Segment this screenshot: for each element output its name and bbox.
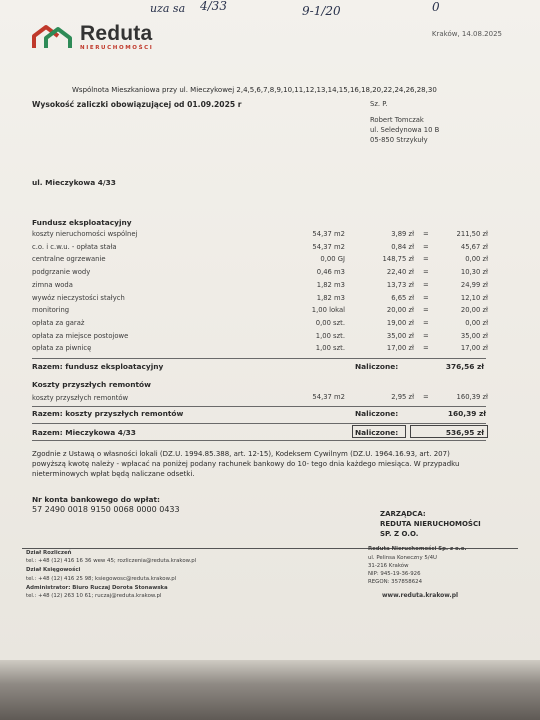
fund-row-eq: = bbox=[423, 293, 429, 302]
fund-row-amount: 24,99 zł bbox=[460, 280, 488, 289]
fund-row-rate: 0,84 zł bbox=[391, 242, 414, 251]
footer-administrator-contact: tel.: +48 (12) 263 10 61; ruczaj@reduta.krakow.pl bbox=[26, 593, 162, 599]
fund-row-qty: 1,00 szt. bbox=[315, 331, 345, 340]
recipient-prefix: Sz. P. bbox=[370, 100, 388, 108]
fund-row-label: opłata za miejsce postojowe bbox=[32, 331, 129, 340]
footer-website-link[interactable]: www.reduta.krakow.pl bbox=[382, 592, 459, 599]
fund-row-qty: 54,37 m2 bbox=[312, 230, 345, 238]
grand-total-amount: 536,95 zł bbox=[445, 428, 484, 437]
brand-logo bbox=[32, 22, 202, 56]
fund-row-eq: = bbox=[423, 331, 429, 340]
table-surface bbox=[0, 660, 540, 720]
grand-divider-top bbox=[32, 423, 486, 424]
footer-company-city: 31-216 Kraków bbox=[368, 563, 409, 569]
footer-dept-accounting: Dział Księgowości bbox=[26, 567, 81, 573]
fund-row-label: opłata za garaż bbox=[32, 318, 85, 327]
repairs-row-eq: = bbox=[423, 393, 429, 401]
handwritten-note-right: 9-1/20 bbox=[302, 4, 341, 18]
repairs-total-amount: 160,39 zł bbox=[447, 409, 486, 418]
community-name: Wspólnota Mieszkaniowa przy ul. Mieczykowej 2,4,5,6,7,8,9,10,11,12,13,14,15,16,18,20,22,24,26,28,30 bbox=[72, 86, 437, 94]
fund-row-amount: 12,10 zł bbox=[460, 293, 488, 302]
fund-row-amount: 0,00 zł bbox=[465, 255, 488, 264]
fund-heading: Fundusz eksploatacyjny bbox=[32, 218, 132, 227]
recipient-street: ul. Seledynowa 10 B bbox=[370, 126, 440, 134]
fund-row-qty: 1,82 m3 bbox=[316, 293, 345, 302]
fund-row-label: monitoring bbox=[32, 306, 70, 315]
legal-line-2: powyższą kwotę należy - wpłacać na poniżej podany rachunek bankowy do 10- tego dnia każdego miesiąca. W przypadku bbox=[32, 460, 460, 468]
fund-row-eq: = bbox=[423, 344, 429, 353]
fund-row-label: opłata za piwnicę bbox=[32, 344, 92, 353]
manager-name: REDUTA NIERUCHOMOŚCI bbox=[380, 520, 481, 528]
fund-row-amount: 17,00 zł bbox=[460, 344, 488, 353]
fund-row-rate: 19,00 zł bbox=[386, 318, 414, 327]
bank-label: Nr konta bankowego do wpłat: bbox=[32, 495, 160, 504]
footer-company-nip: NIP: 945-19-36-926 bbox=[368, 571, 421, 577]
repairs-row-qty: 54,37 m2 bbox=[312, 393, 345, 401]
handwritten-note-mid: 4/33 bbox=[200, 0, 227, 13]
fund-row-eq: = bbox=[423, 280, 429, 289]
repairs-row-amount: 160,39 zł bbox=[456, 393, 488, 401]
premises-address: ul. Mieczykowa 4/33 bbox=[32, 178, 116, 187]
footer-billing-contact: tel.: +48 (12) 416 16 36 wew 45; rozliczenia@reduta.krakow.pl bbox=[26, 558, 197, 564]
fund-row-amount: 45,67 zł bbox=[460, 242, 488, 251]
fund-row-eq: = bbox=[423, 268, 429, 277]
document-title: Wysokość zaliczki obowiązującej od 01.09.2025 r bbox=[32, 100, 242, 109]
fund-total-tag: Naliczone: bbox=[355, 362, 399, 371]
fund-row-eq: = bbox=[423, 242, 429, 251]
fund-row-rate: 3,89 zł bbox=[391, 230, 414, 238]
footer-company-regon: REGON: 357858624 bbox=[368, 579, 423, 585]
fund-row-amount: 20,00 zł bbox=[460, 306, 488, 315]
fund-row-label: zimna woda bbox=[32, 280, 73, 289]
repairs-heading: Koszty przyszłych remontów bbox=[32, 380, 151, 389]
fund-row-qty: 54,37 m2 bbox=[312, 242, 345, 251]
fund-row-amount: 211,50 zł bbox=[456, 230, 488, 238]
fund-row-label: koszty nieruchomości wspólnej bbox=[32, 230, 138, 238]
brand-subtitle: NIERUCHOMOŚCI bbox=[80, 45, 154, 51]
fund-row-qty: 1,82 m3 bbox=[316, 280, 345, 289]
manager-label: ZARZĄDCA: bbox=[380, 510, 426, 518]
footer-company: Reduta Nieruchomości Sp. z o.o. bbox=[368, 546, 467, 552]
repairs-divider bbox=[32, 406, 486, 407]
footer-company-street: ul. Pelinsa Koneczny 5/4U bbox=[368, 555, 437, 561]
fund-row-rate: 20,00 zł bbox=[386, 306, 414, 315]
fund-row-rate: 6,65 zł bbox=[391, 293, 414, 302]
fund-row-amount: 10,30 zł bbox=[460, 268, 488, 277]
fund-row-rate: 35,00 zł bbox=[386, 331, 414, 340]
recipient-city: 05-850 Strzykuły bbox=[370, 136, 428, 144]
fund-row-label: centralne ogrzewanie bbox=[32, 255, 106, 264]
repairs-row-label: koszty przyszłych remontów bbox=[32, 394, 129, 402]
brand-name: Reduta bbox=[80, 22, 153, 45]
fund-row-qty: 1,00 lokal bbox=[311, 306, 345, 315]
grand-divider-bottom bbox=[32, 440, 486, 441]
legal-line-1: Zgodnie z Ustawą o własności lokali (DZ.U. 1994.85.388, art. 12-15), Kodeksem Cywilnym (DZ.U. 1964.16.93, art. 207) bbox=[32, 450, 450, 458]
fund-row-amount: 0,00 zł bbox=[465, 318, 488, 327]
fund-row-qty: 0,46 m3 bbox=[316, 268, 345, 277]
repairs-row-rate: 2,95 zł bbox=[391, 393, 414, 401]
manager-form: SP. Z O.O. bbox=[380, 530, 419, 538]
fund-divider bbox=[32, 358, 486, 359]
fund-row-rate: 17,00 zł bbox=[386, 344, 414, 353]
fund-row-eq: = bbox=[423, 255, 429, 264]
fund-row-label: podgrzanie wody bbox=[32, 268, 91, 277]
fund-row-amount: 35,00 zł bbox=[460, 331, 488, 340]
house-logo-icon bbox=[32, 24, 74, 50]
fund-row-rate: 148,75 zł bbox=[382, 255, 414, 264]
bank-account: 57 2490 0018 9150 0068 0000 0433 bbox=[32, 505, 180, 514]
fund-total-amount: 376,56 zł bbox=[445, 362, 484, 371]
grand-total-tag: Naliczone: bbox=[355, 428, 399, 437]
fund-row-rate: 22,40 zł bbox=[386, 268, 414, 277]
footer-dept-billing: Dział Rozliczeń bbox=[26, 550, 72, 556]
footer-accounting-contact: tel.: +48 (12) 416 25 98; ksiegowosc@reduta.krakow.pl bbox=[26, 576, 177, 582]
repairs-total-label: Razem: koszty przyszłych remontów bbox=[32, 409, 184, 418]
recipient-name: Robert Tomczak bbox=[370, 116, 424, 124]
fund-row-rate: 13,73 zł bbox=[386, 280, 414, 289]
footer-administrator: Administrator: Biuro Ruczaj Dorota Stonawska bbox=[26, 585, 168, 591]
fund-row-label: wywóz nieczystości stałych bbox=[32, 293, 125, 302]
legal-line-3: nieterminowych wpłat będą naliczane odsetki. bbox=[32, 470, 195, 478]
fund-row-eq: = bbox=[423, 318, 429, 327]
fund-row-qty: 0,00 szt. bbox=[315, 318, 345, 327]
fund-row-qty: 0,00 GJ bbox=[320, 255, 345, 264]
handwritten-note-left: uza sa bbox=[150, 2, 186, 15]
grand-total-label: Razem: Mieczykowa 4/33 bbox=[32, 428, 136, 437]
handwritten-mark: 0 bbox=[432, 0, 440, 14]
fund-row-eq: = bbox=[423, 306, 429, 315]
fund-row-qty: 1,00 szt. bbox=[315, 344, 345, 353]
document-date: Kraków, 14.08.2025 bbox=[431, 30, 502, 38]
fund-row-label: c.o. i c.w.u. - opłata stała bbox=[32, 242, 117, 251]
fund-row-eq: = bbox=[423, 230, 429, 238]
repairs-total-tag: Naliczone: bbox=[355, 409, 399, 418]
fund-total-label: Razem: fundusz eksploatacyjny bbox=[32, 362, 164, 371]
